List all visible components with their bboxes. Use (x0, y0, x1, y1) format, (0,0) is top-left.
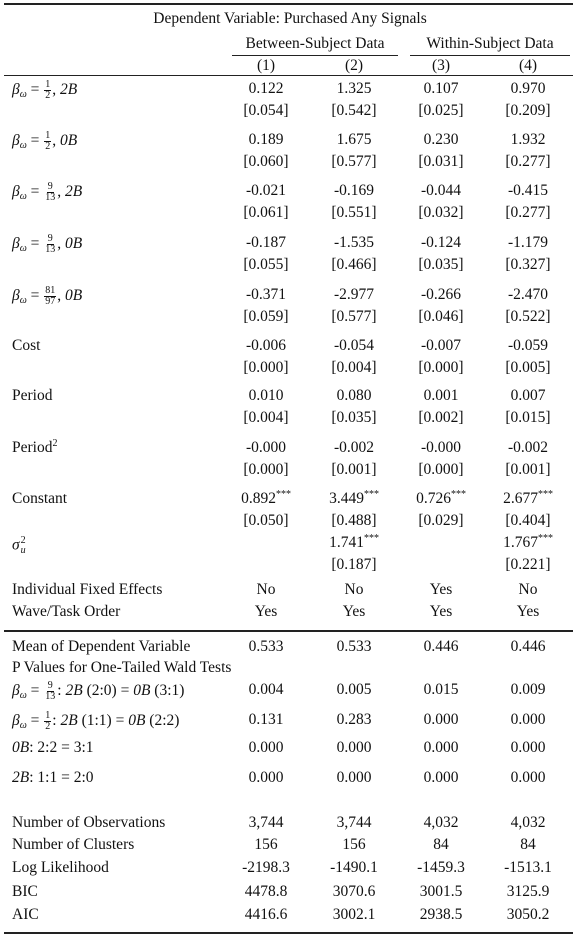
se-cell (243, 256, 288, 274)
fixed-effects-cell (519, 581, 538, 599)
cell-value: -1490.1 (330, 859, 378, 876)
cell-value: 0.000 (248, 769, 284, 786)
cell-value: 0.283 (336, 711, 372, 728)
cell-value: 0.015 (423, 681, 459, 698)
cell-value: 3070.6 (332, 883, 376, 900)
cell-value: 0.533 (336, 638, 372, 655)
row-label-cost: Cost (12, 337, 41, 354)
stat-cell (507, 883, 550, 901)
coef-cell (246, 234, 286, 252)
cell-value: [0.054] (243, 102, 289, 119)
cell-value: [0.005] (505, 359, 551, 376)
coef-cell (511, 131, 546, 149)
cell-value: 0.107 (423, 80, 459, 97)
cell-value: 84 (520, 836, 536, 853)
stat-cell (337, 814, 372, 832)
cell-value: [0.055] (243, 256, 289, 273)
within-subject-underline (410, 55, 570, 56)
cell-value: 1.767 (503, 534, 538, 551)
coef-cell (249, 387, 284, 405)
cell-value: -1.535 (333, 234, 375, 251)
row-label-beta-9-13-2b: $\beta_\omega$ = $\frac{9}{13}$ , 2B (12, 181, 83, 203)
cell-value: 0.005 (336, 681, 372, 698)
cell-value: [0.031] (418, 153, 464, 170)
cell-value: 0.001 (423, 387, 459, 404)
se-cell (418, 153, 463, 171)
mean-dv-cell (249, 638, 284, 656)
coef-cell (511, 80, 546, 98)
cell-value: 0.080 (336, 387, 372, 404)
cell-value: [0.046] (418, 308, 464, 325)
row-label-beta-81-97-0b: $\beta_\omega$ = $\frac{81}{97}$ , 0B (12, 285, 83, 307)
cell-value: [0.000] (243, 359, 289, 376)
cell-value: [0.059] (243, 308, 289, 325)
coef-cell (334, 234, 374, 252)
wald-pvalue-cell (424, 739, 459, 757)
row-label-observations: Number of Observations (12, 814, 166, 831)
wald-pvalue-cell (249, 769, 284, 787)
row-label-period-squared: Period$^2$ (12, 438, 58, 456)
cell-value: 4478.8 (244, 883, 288, 900)
fixed-effects-cell (257, 581, 276, 599)
coef-cell (508, 286, 548, 304)
cell-value: [0.035] (331, 409, 377, 426)
column-number-2: (2) (344, 57, 364, 74)
coef-cell (508, 337, 548, 355)
cell-value: 0.000 (336, 739, 372, 756)
se-cell (418, 512, 463, 530)
cell-value: [0.551] (331, 204, 377, 221)
se-cell (418, 102, 463, 120)
se-cell (331, 409, 376, 427)
cell-value: [0.061] (243, 204, 289, 221)
header-rule (4, 75, 573, 76)
cell-value: [0.577] (331, 153, 377, 170)
row-label-constant: Constant (12, 490, 68, 507)
row-label-wald-9-13: $\beta_\omega$ = $\frac{9}{13}$ : 2B (2:0) = 0B (3:1) (12, 680, 185, 702)
coef-cell (329, 534, 379, 552)
top-rule (4, 3, 573, 5)
se-cell (331, 102, 376, 120)
cell-value: [0.542] (331, 102, 377, 119)
cell-value: 0.446 (423, 638, 459, 655)
cell-value: Yes (429, 603, 453, 620)
significance-stars: *** (450, 489, 466, 500)
cell-value: -2198.3 (242, 859, 290, 876)
se-cell (418, 204, 463, 222)
wald-pvalue-cell (337, 739, 372, 757)
cell-value: -0.000 (245, 439, 287, 456)
cell-value: -0.021 (245, 182, 287, 199)
se-cell (505, 256, 550, 274)
cell-value: 3,744 (248, 814, 284, 831)
row-label-bic: BIC (12, 883, 38, 900)
coef-cell (334, 439, 374, 457)
se-cell (505, 512, 550, 530)
wald-pvalue-cell (424, 711, 459, 729)
se-cell (418, 308, 463, 326)
cell-value: -1513.1 (504, 859, 552, 876)
cell-value: -0.054 (333, 337, 375, 354)
se-cell (418, 359, 463, 377)
cell-value: 84 (433, 836, 449, 853)
row-label-beta-half-0b: $\beta_\omega$ = $\frac{1}{2}$ , 0B (12, 130, 78, 152)
cell-value: 0.000 (510, 711, 546, 728)
se-cell (505, 204, 550, 222)
coef-cell (503, 490, 553, 508)
row-label-wald-0b: 0B: 2:2 = 3:1 (12, 739, 94, 756)
coef-cell (421, 182, 461, 200)
cell-value: -0.371 (245, 286, 287, 303)
row-label-period: Period (12, 387, 53, 404)
cell-value: [0.277] (505, 204, 551, 221)
cell-value: [0.029] (418, 512, 464, 529)
cell-value: [0.002] (418, 409, 464, 426)
wald-pvalue-cell (337, 681, 372, 699)
stat-cell (420, 906, 463, 924)
cell-value: -1459.3 (417, 859, 465, 876)
stat-cell (342, 836, 365, 854)
cell-value: 0.000 (510, 769, 546, 786)
cell-value: -1.179 (507, 234, 549, 251)
cell-value: 0.446 (510, 638, 546, 655)
cell-value: -0.415 (507, 182, 549, 199)
cell-value: -0.000 (420, 439, 462, 456)
row-label-log-likelihood: Log Likelihood (12, 859, 109, 876)
se-cell (418, 461, 463, 479)
cell-value: No (256, 581, 276, 598)
coef-cell (241, 490, 291, 508)
row-label-beta-half-2b: $\beta_\omega$ = $\frac{1}{2}$ , 2B (12, 79, 78, 101)
coef-cell (508, 439, 548, 457)
stat-cell (433, 836, 449, 854)
cell-value: 1.932 (510, 131, 546, 148)
cell-value: -2.470 (507, 286, 549, 303)
se-cell (243, 308, 288, 326)
wald-pvalue-cell (424, 769, 459, 787)
cell-value: 1.675 (336, 131, 372, 148)
cell-value: 3050.2 (506, 906, 550, 923)
cell-value: [0.001] (505, 461, 551, 478)
row-label-wald-2b: 2B: 1:1 = 2:0 (12, 769, 94, 786)
wave-order-cell (517, 603, 540, 621)
coef-cell (421, 439, 461, 457)
stat-cell (245, 883, 288, 901)
se-cell (331, 512, 376, 530)
coef-cell (246, 337, 286, 355)
se-cell (243, 204, 288, 222)
cell-value: [0.032] (418, 204, 464, 221)
cell-value: -2.977 (333, 286, 375, 303)
se-cell (505, 102, 550, 120)
cell-value: [0.404] (505, 512, 551, 529)
cell-value: [0.004] (243, 409, 289, 426)
mean-dv-cell (337, 638, 372, 656)
cell-value: 3,744 (336, 814, 372, 831)
coef-cell (337, 387, 372, 405)
se-cell (331, 556, 376, 574)
row-label-sigma-u-squared: σ 2 u (12, 535, 26, 556)
row-label-wave-order: Wave/Task Order (12, 603, 121, 620)
row-label-mean-dv: Mean of Dependent Variable (12, 638, 191, 655)
cell-value: [0.004] (331, 359, 377, 376)
cell-value: -0.266 (420, 286, 462, 303)
cell-value: -0.187 (245, 234, 287, 251)
se-cell (243, 461, 288, 479)
cell-value: 0.533 (248, 638, 284, 655)
column-number-1: (1) (256, 57, 276, 74)
significance-stars: *** (537, 489, 553, 500)
cell-value: 0.189 (248, 131, 284, 148)
cell-value: 0.970 (510, 80, 546, 97)
stat-cell (520, 836, 536, 854)
cell-value: -0.059 (507, 337, 549, 354)
between-subject-underline (232, 55, 398, 56)
stat-cell (245, 906, 288, 924)
cell-value: [0.187] (331, 556, 377, 573)
cell-value: 0.010 (248, 387, 284, 404)
se-cell (331, 359, 376, 377)
cell-value: 1.325 (336, 80, 372, 97)
stat-cell (330, 859, 378, 877)
fixed-effects-cell (430, 581, 453, 599)
cell-value: [0.001] (331, 461, 377, 478)
se-cell (505, 308, 550, 326)
se-cell (331, 153, 376, 171)
cell-value: 156 (342, 836, 366, 853)
se-cell (243, 409, 288, 427)
cell-value: No (518, 581, 538, 598)
se-cell (418, 409, 463, 427)
wald-pvalue-cell (337, 711, 372, 729)
cell-value: 3001.5 (419, 883, 463, 900)
coef-cell (329, 490, 379, 508)
se-cell (331, 256, 376, 274)
cell-value: 2.677 (503, 490, 538, 507)
cell-value: 0.000 (336, 769, 372, 786)
coef-cell (337, 80, 372, 98)
stat-cell (511, 814, 546, 832)
cell-value: [0.025] (418, 102, 464, 119)
cell-value: 4416.6 (244, 906, 288, 923)
cell-value: 4,032 (510, 814, 546, 831)
significance-stars: *** (363, 533, 379, 544)
coef-cell (508, 182, 548, 200)
se-cell (505, 556, 550, 574)
cell-value: [0.327] (505, 256, 551, 273)
row-label-beta-9-13-0b: $\beta_\omega$ = $\frac{9}{13}$ , 0B (12, 233, 83, 255)
wald-pvalue-cell (249, 711, 284, 729)
cell-value: -0.044 (420, 182, 462, 199)
se-cell (505, 359, 550, 377)
coef-cell (334, 337, 374, 355)
coef-cell (421, 234, 461, 252)
row-label-aic: AIC (12, 906, 39, 923)
cell-value: [0.000] (418, 461, 464, 478)
coef-cell (246, 182, 286, 200)
wave-order-cell (430, 603, 453, 621)
coef-cell (246, 286, 286, 304)
cell-value: 0.131 (248, 711, 284, 728)
coef-cell (249, 80, 284, 98)
cell-value: 0.892 (241, 490, 276, 507)
cell-value: [0.000] (418, 359, 464, 376)
se-cell (243, 512, 288, 530)
cell-value: 156 (254, 836, 278, 853)
cell-value: 1.741 (329, 534, 364, 551)
stat-cell (420, 883, 463, 901)
coef-cell (246, 439, 286, 457)
bottom-rule (4, 932, 573, 934)
cell-value: Yes (254, 603, 278, 620)
cell-value: 0.000 (423, 711, 459, 728)
cell-value: -0.002 (333, 439, 375, 456)
coef-cell (511, 387, 546, 405)
row-label-clusters: Number of Clusters (12, 836, 135, 853)
stat-cell (504, 859, 552, 877)
coef-cell (249, 131, 284, 149)
cell-value: [0.015] (505, 409, 551, 426)
se-cell (243, 102, 288, 120)
stats-rule (4, 630, 573, 632)
wald-pvalue-cell (511, 739, 546, 757)
cell-value: 3002.1 (332, 906, 376, 923)
cell-value: [0.522] (505, 308, 551, 325)
column-number-3: (3) (431, 57, 451, 74)
cell-value: 0.009 (510, 681, 546, 698)
se-cell (505, 461, 550, 479)
coef-cell (424, 80, 459, 98)
significance-stars: *** (363, 489, 379, 500)
coef-cell (508, 234, 548, 252)
cell-value: -0.169 (333, 182, 375, 199)
cell-value: 0.004 (248, 681, 284, 698)
cell-value: 0.007 (510, 387, 546, 404)
se-cell (331, 204, 376, 222)
significance-stars: *** (275, 489, 291, 500)
coef-cell (334, 182, 374, 200)
coef-cell (421, 286, 461, 304)
cell-value: 0.000 (510, 739, 546, 756)
cell-value: Yes (429, 581, 453, 598)
cell-value: 0.726 (416, 490, 451, 507)
cell-value: [0.035] (418, 256, 464, 273)
wald-pvalue-cell (337, 769, 372, 787)
cell-value: [0.000] (243, 461, 289, 478)
cell-value: 0.122 (248, 80, 284, 97)
coef-cell (416, 490, 466, 508)
cell-value: [0.050] (243, 512, 289, 529)
wald-pvalue-cell (249, 681, 284, 699)
cell-value: [0.209] (505, 102, 551, 119)
cell-value: 0.000 (423, 769, 459, 786)
coef-cell (334, 286, 374, 304)
coef-cell (424, 131, 459, 149)
wave-order-cell (255, 603, 278, 621)
se-cell (331, 308, 376, 326)
cell-value: Yes (516, 603, 540, 620)
coef-cell (337, 131, 372, 149)
se-cell (505, 409, 550, 427)
significance-stars: *** (537, 533, 553, 544)
cell-value: [0.466] (331, 256, 377, 273)
stat-cell (333, 883, 376, 901)
stat-cell (242, 859, 290, 877)
wald-pvalue-cell (249, 739, 284, 757)
cell-value: No (344, 581, 364, 598)
wave-order-cell (343, 603, 366, 621)
cell-value: [0.277] (505, 153, 551, 170)
wald-pvalue-cell (424, 681, 459, 699)
row-label-wald-half: $\beta_\omega$ = $\frac{1}{2}$ : 2B (1:1) = 0B (2:2) (12, 710, 180, 732)
se-cell (243, 359, 288, 377)
cell-value: 2938.5 (419, 906, 463, 923)
stat-cell (333, 906, 376, 924)
cell-value: 3125.9 (506, 883, 550, 900)
se-cell (505, 153, 550, 171)
mean-dv-cell (511, 638, 546, 656)
stat-cell (249, 814, 284, 832)
cell-value: 0.000 (423, 739, 459, 756)
cell-value: [0.488] (331, 512, 377, 529)
cell-value: [0.577] (331, 308, 377, 325)
se-cell (243, 153, 288, 171)
stat-cell (424, 814, 459, 832)
cell-value: Yes (342, 603, 366, 620)
mean-dv-cell (424, 638, 459, 656)
group-header-between: Between-Subject Data (245, 35, 385, 52)
cell-value: 4,032 (423, 814, 459, 831)
pvalues-heading: P Values for One-Tailed Wald Tests (12, 659, 232, 676)
column-number-4: (4) (518, 57, 538, 74)
stat-cell (417, 859, 465, 877)
cell-value: -0.006 (245, 337, 287, 354)
wald-pvalue-cell (511, 681, 546, 699)
cell-value: 0.230 (423, 131, 459, 148)
cell-value: -0.124 (420, 234, 462, 251)
group-header-within: Within-Subject Data (426, 35, 554, 52)
wald-pvalue-cell (511, 711, 546, 729)
cell-value: -0.002 (507, 439, 549, 456)
row-label-fixed-effects: Individual Fixed Effects (12, 581, 163, 598)
coef-cell (421, 337, 461, 355)
coef-cell (503, 534, 553, 552)
fixed-effects-cell (345, 581, 364, 599)
dependent-variable-heading: Dependent Variable: Purchased Any Signals (153, 10, 427, 27)
coef-cell (424, 387, 459, 405)
se-cell (418, 256, 463, 274)
se-cell (331, 461, 376, 479)
cell-value: [0.221] (505, 556, 551, 573)
cell-value: 0.000 (248, 739, 284, 756)
stat-cell (507, 906, 550, 924)
cell-value: 3.449 (329, 490, 364, 507)
wald-pvalue-cell (511, 769, 546, 787)
cell-value: [0.060] (243, 153, 289, 170)
cell-value: -0.007 (420, 337, 462, 354)
stat-cell (254, 836, 277, 854)
